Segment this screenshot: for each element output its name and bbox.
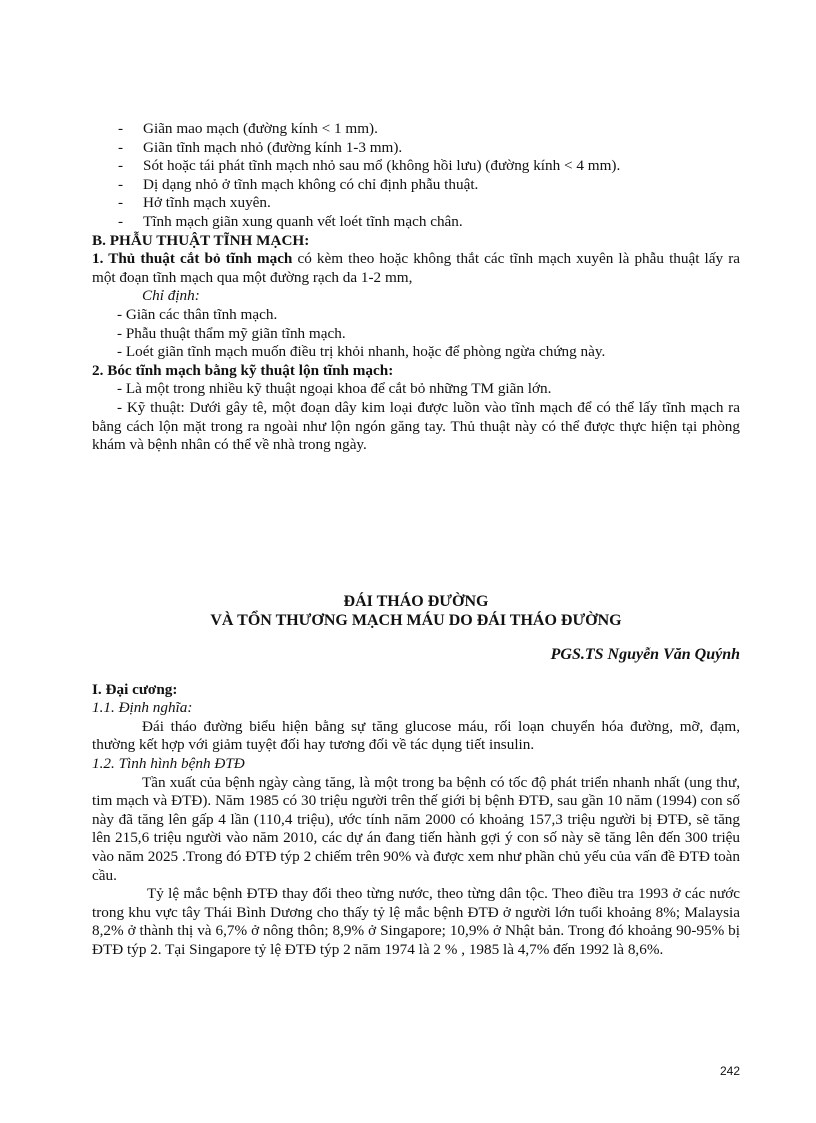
article-title-line-1: ĐÁI THÁO ĐƯỜNG	[343, 593, 489, 610]
section-1-heading: I. Đại cương:	[92, 680, 178, 698]
paragraph-2-heading: 2. Bóc tĩnh mạch bằng kỹ thuật lộn tĩnh mạch:	[92, 361, 394, 379]
definition-paragraph: Đái tháo đường biểu hiện bằng sự tăng glucose máu, rối loạn chuyển hóa đường, mỡ, đạm, thường kết hợp với giảm tuyệt đối hay tương đối về tác dụng tiết insulin.	[92, 717, 740, 754]
list-item: - Phẫu thuật thẩm mỹ giãn tĩnh mạch.	[117, 324, 346, 342]
list-item: - Kỹ thuật: Dưới gây tê, một đoạn dây kim loại được luồn vào tĩnh mạch để có thể lấy tĩnh mạch ra bằng cách lộn mặt trong ra ngoài như lộn ngón găng tay. Thủ thuật này có thể được thực hiện tại phòng khám và bệnh nhân có thể về nhà trong ngày.	[92, 398, 740, 454]
list-item: - Tĩnh mạch giãn xung quanh vết loét tĩnh mạch chân.	[118, 212, 463, 230]
article-section	[92, 592, 740, 960]
page-number: 242	[719, 1064, 740, 1078]
list-item: - Dị dạng nhỏ ở tĩnh mạch không có chỉ định phẫu thuật.	[118, 175, 479, 193]
article-title-line-2: VÀ TỔN THƯƠNG MẠCH MÁU DO ĐÁI THÁO ĐƯỜNG	[210, 612, 622, 629]
subsection-1-2: 1.2. Tình hình bệnh ĐTĐ	[92, 754, 245, 772]
list-item: - Sót hoặc tái phát tĩnh mạch nhỏ sau mổ (không hồi lưu) (đường kính < 4 mm).	[118, 157, 621, 175]
paragraph-1: 1. Thủ thuật cắt bỏ tĩnh mạch có kèm theo hoặc không thắt các tĩnh mạch xuyên là phẫu thuật lấy ra một đoạn tĩnh mạch qua một đường rạch da 1-2 mm,	[92, 250, 740, 286]
list-item: - Loét giãn tĩnh mạch muốn điều trị khỏi nhanh, hoặc để phòng ngừa chứng này.	[117, 343, 606, 361]
list-item: - Hở tĩnh mạch xuyên.	[118, 194, 271, 212]
list-item: - Giãn các thân tĩnh mạch.	[117, 305, 278, 323]
upper-section	[92, 120, 740, 455]
indication-label: Chỉ định:	[142, 287, 200, 305]
author: PGS.TS Nguyễn Văn Quýnh	[550, 646, 740, 663]
section-b-heading: B. PHẪU THUẬT TĨNH MẠCH:	[92, 231, 310, 249]
epidemiology-paragraph-1: Tần xuất của bệnh ngày càng tăng, là một trong ba bệnh có tốc độ phát triển nhanh nhất (ung thư, tim mạch và ĐTĐ). Năm 1985 có 30 triệu người trên thế giới bị bệnh ĐTĐ, sau gần 10 năm (1994) con số này đã tăng lên gấp 4 lần (110,4 triệu), ước tính năm 2000 có khoảng 157,3 triệu người bị ĐTĐ, sẽ tăng lên 215,6 triệu người vào năm 2010, các dự án đang tiến hành gợi ý con số này sẽ tăng lên đến 300 triệu vào năm 2025 .Trong đó ĐTĐ týp 2 chiếm trên 90% và được xem như phần chủ yếu của vấn đề ĐTĐ toàn cầu.	[92, 773, 740, 884]
list-item: - Giãn tĩnh mạch nhỏ (đường kính 1-3 mm).	[118, 138, 403, 156]
subsection-1-1: 1.1. Định nghĩa:	[92, 699, 193, 717]
epidemiology-paragraph-2: Tỷ lệ mắc bệnh ĐTĐ thay đổi theo từng nước, theo từng dân tộc. Theo điều tra 1993 ở các nước trong khu vực tây Thái Bình Dương cho thấy tỷ lệ mắc bệnh ĐTĐ ở người lớn tuổi khoảng 8%; Malaysia 8,2% ở thành thị và 6,7% ở nông thôn; 8,9% ở Singapore; 10,9% ở Nhật bản. Trong đó khoảng 90-95% bị ĐTĐ týp 2. Tại Singapore tỷ lệ ĐTĐ týp 2 năm 1974 là 2 % , 1985 là 4,7% đến 1992 là 8,6%.	[92, 885, 740, 958]
list-item: - Giãn mao mạch (đường kính < 1 mm).	[118, 120, 378, 137]
list-item: - Là một trong nhiều kỹ thuật ngoại khoa để cắt bỏ những TM giãn lớn.	[117, 380, 552, 398]
